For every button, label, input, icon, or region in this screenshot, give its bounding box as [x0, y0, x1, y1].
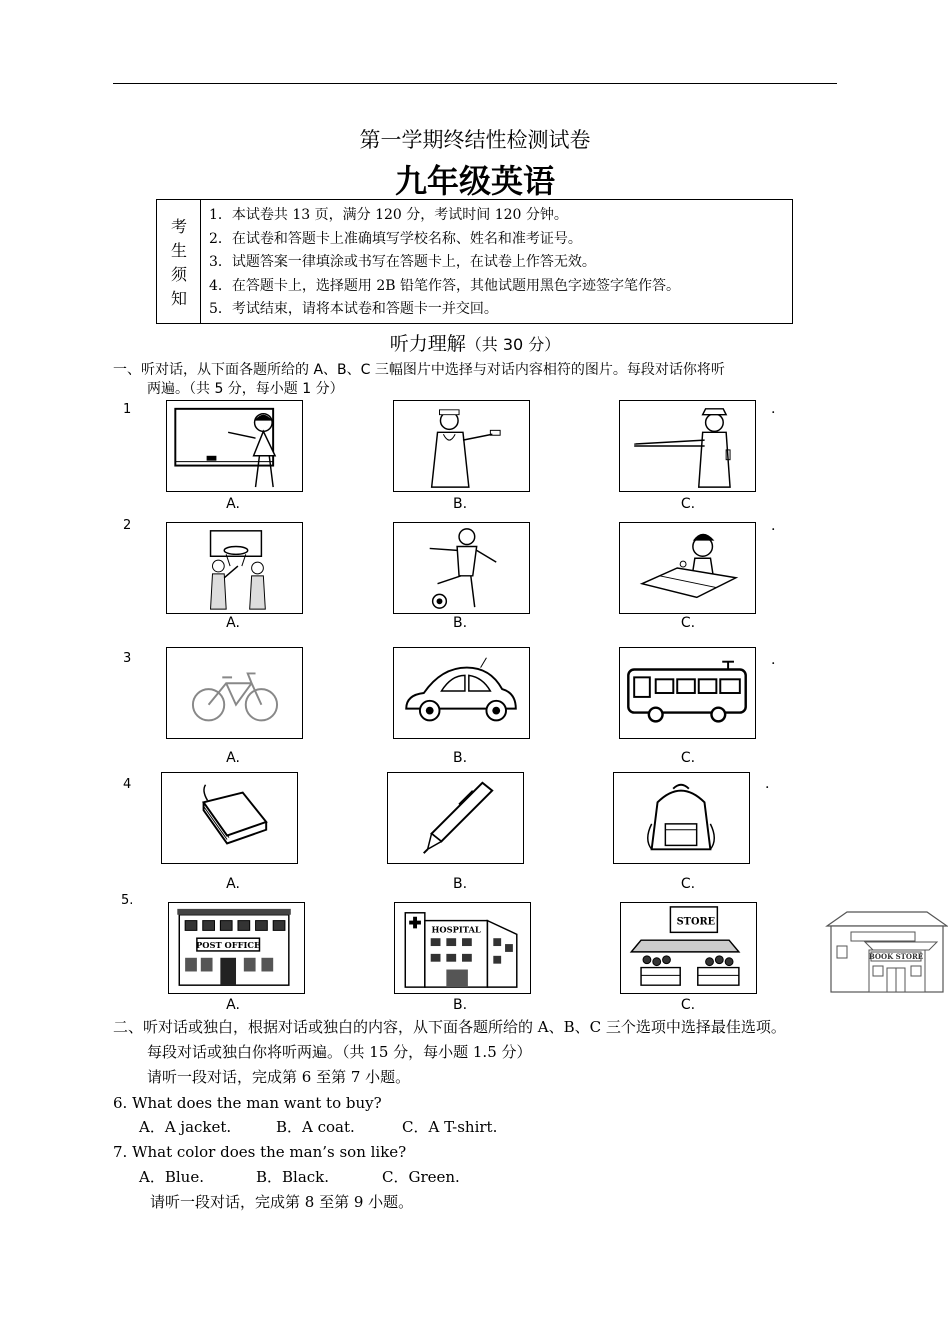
notice-rule: 3．试题答案一律填涂或书写在答题卡上，在试卷上作答无效。 [209, 254, 596, 270]
backpack-icon[interactable] [613, 772, 750, 864]
bicycle-icon[interactable] [166, 647, 303, 739]
car-icon[interactable] [393, 647, 530, 739]
question-7: 7. What color does the man’s son like? [113, 1143, 407, 1161]
q7-option-b[interactable]: B．Black. [256, 1168, 330, 1186]
exam-subtitle: 第一学期终结性检测试卷 [359, 128, 591, 152]
store-sign: STORE [676, 916, 716, 928]
option-label: A. [226, 496, 240, 512]
notice-rules [209, 204, 680, 322]
doctor-icon[interactable] [393, 400, 530, 492]
question-number: 1 [123, 402, 132, 417]
period-mark: . [765, 776, 770, 792]
option-label: B. [452, 876, 468, 892]
police-officer-icon[interactable] [619, 400, 756, 492]
notice-label-char: 须 [170, 265, 187, 284]
question-number: 4 [123, 777, 132, 792]
option-label: B. [452, 615, 468, 631]
option-label: B. [452, 997, 468, 1013]
question-number: 5. [121, 893, 134, 908]
option-label: C. [680, 615, 696, 631]
period-mark: . [771, 401, 776, 417]
notice-label-char: 考 [170, 217, 187, 236]
listening-title: 听力理解 [389, 333, 466, 355]
option-label: A. [226, 615, 240, 631]
part1-instruction-line2: 两遍。（共 5 分，每小题 1 分） [147, 381, 344, 397]
part1-instruction-line1: 一、听对话，从下面各题所给的 A、B、C 三幅图片中选择与对话内容相符的图片。每段对话你将听 [113, 362, 725, 378]
hospital-icon[interactable] [394, 902, 531, 994]
period-mark: . [771, 652, 776, 668]
book-store-icon [825, 908, 948, 994]
option-label: A. [226, 750, 240, 766]
option-label: C. [680, 750, 696, 766]
pen-icon[interactable] [387, 772, 524, 864]
notice-rule: 1．本试卷共 13 页，满分 120 分，考试时间 120 分钟。 [209, 207, 568, 223]
question-number: 2 [123, 518, 132, 533]
period-mark: . [771, 518, 776, 534]
option-label: B. [452, 496, 468, 512]
exam-title: 九年级英语 [394, 162, 555, 200]
part2-instruction-line1: 二、听对话或独白，根据对话或独白的内容，从下面各题所给的 A、B、C 三个选项中选择最佳选项。 [113, 1018, 786, 1036]
notice-label-char: 知 [170, 289, 187, 308]
soccer-icon[interactable] [393, 522, 530, 614]
post-office-icon[interactable] [168, 902, 305, 994]
q6-option-a[interactable]: A．A jacket. [139, 1118, 232, 1136]
book-store-sign: BOOK STORE [868, 952, 924, 961]
notice-label [157, 200, 201, 323]
notice-label-char: 生 [170, 241, 187, 260]
teacher-icon[interactable] [166, 400, 303, 492]
listening-score: （共 30 分） [465, 335, 561, 354]
listening-section-title [0, 329, 950, 356]
top-rule [113, 83, 837, 84]
option-label: A. [226, 997, 240, 1013]
option-label: C. [680, 496, 696, 512]
prompt-questions-6-7: 请听一段对话，完成第 6 至第 7 小题。 [147, 1068, 411, 1086]
notice-rule: 2．在试卷和答题卡上准确填写学校名称、姓名和准考证号。 [209, 230, 582, 247]
prompt-questions-8-9: 请听一段对话，完成第 8 至第 9 小题。 [150, 1193, 414, 1211]
option-label: C. [680, 876, 696, 892]
question-6: 6. What does the man want to buy? [113, 1094, 382, 1112]
option-label: B. [452, 750, 468, 766]
q6-option-c[interactable]: C．A T-shirt. [402, 1118, 498, 1136]
option-label: C. [680, 997, 696, 1013]
q6-option-b[interactable]: B．A coat. [276, 1118, 355, 1136]
store-icon[interactable] [620, 902, 757, 994]
basketball-icon[interactable] [166, 522, 303, 614]
hospital-sign: HOSPITAL [431, 924, 481, 935]
book-icon[interactable] [161, 772, 298, 864]
q7-option-c[interactable]: C．Green. [382, 1168, 460, 1186]
option-label: A. [226, 876, 240, 892]
q7-option-a[interactable]: A．Blue. [139, 1168, 204, 1186]
notice-rule: 4．在答题卡上，选择题用 2B 铅笔作答，其他试题用黑色字迹签字笔作答。 [209, 277, 681, 294]
ping-pong-icon[interactable] [619, 522, 756, 614]
notice-rule: 5．考试结束，请将本试卷和答题卡一并交回。 [209, 301, 498, 317]
post-office-sign: POST OFFICE [196, 940, 261, 950]
candidate-notice-box [156, 199, 793, 324]
part2-instruction-line2: 每段对话或独白你将听两遍。（共 15 分，每小题 1.5 分） [147, 1043, 532, 1061]
question-number: 3 [123, 651, 132, 666]
bus-icon[interactable] [619, 647, 756, 739]
